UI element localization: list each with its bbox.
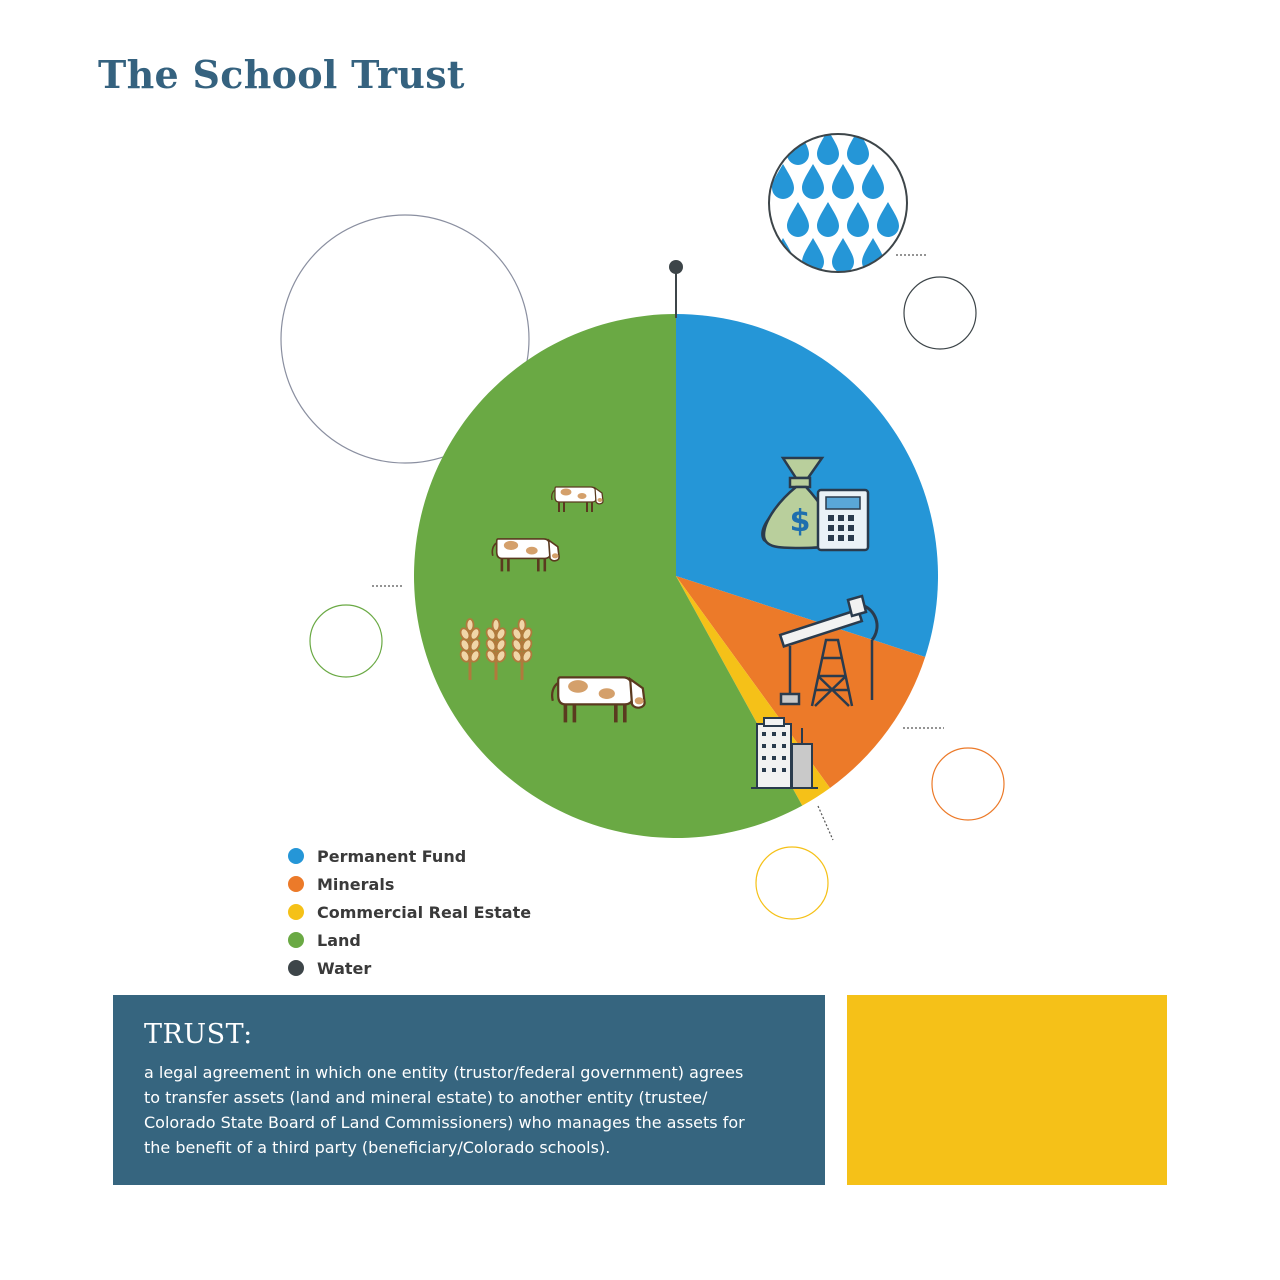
- legend-label: Water: [317, 958, 372, 978]
- legend-label: Commercial Real Estate: [317, 902, 532, 922]
- chart-legend: [288, 842, 531, 982]
- definition-line: the benefit of a third party (beneficiary/Colorado schools).: [144, 1138, 611, 1157]
- trust-definition-box: [113, 995, 825, 1185]
- yellow-accent-panel: [847, 995, 1167, 1185]
- definition-line: a legal agreement in which one entity (trustor/federal government) agrees: [144, 1063, 744, 1082]
- outline-circle-land: [310, 605, 382, 677]
- legend-swatch: [288, 960, 304, 976]
- outline-circle-real-estate: [756, 847, 828, 919]
- legend-item: [288, 898, 531, 926]
- legend-swatch: [288, 904, 304, 920]
- dotted-leader-real-estate: [818, 806, 833, 840]
- legend-item: [288, 954, 531, 982]
- outline-circle-minerals: [932, 748, 1004, 820]
- dollar-sign: $: [789, 504, 811, 539]
- definition-text: [144, 1060, 794, 1160]
- legend-item: [288, 926, 531, 954]
- legend-label: Land: [317, 930, 361, 950]
- definition-line: Colorado State Board of Land Commissioners) who manages the assets for: [144, 1113, 745, 1132]
- legend-label: Permanent Fund: [317, 846, 467, 866]
- legend-item: [288, 842, 531, 870]
- outline-circle-water: [904, 277, 976, 349]
- definition-term: TRUST:: [144, 1019, 253, 1050]
- legend-label: Minerals: [317, 874, 395, 894]
- legend-swatch: [288, 932, 304, 948]
- legend-swatch: [288, 876, 304, 892]
- pie-slices: [414, 314, 938, 838]
- page-title: The School Trust: [98, 52, 465, 97]
- water-marker-dot: [669, 260, 683, 274]
- legend-swatch: [288, 848, 304, 864]
- water-marker: [669, 260, 683, 318]
- legend-item: [288, 870, 531, 898]
- definition-line: to transfer assets (land and mineral estate) to another entity (trustee/: [144, 1088, 708, 1107]
- water-drops-icon: [769, 130, 907, 273]
